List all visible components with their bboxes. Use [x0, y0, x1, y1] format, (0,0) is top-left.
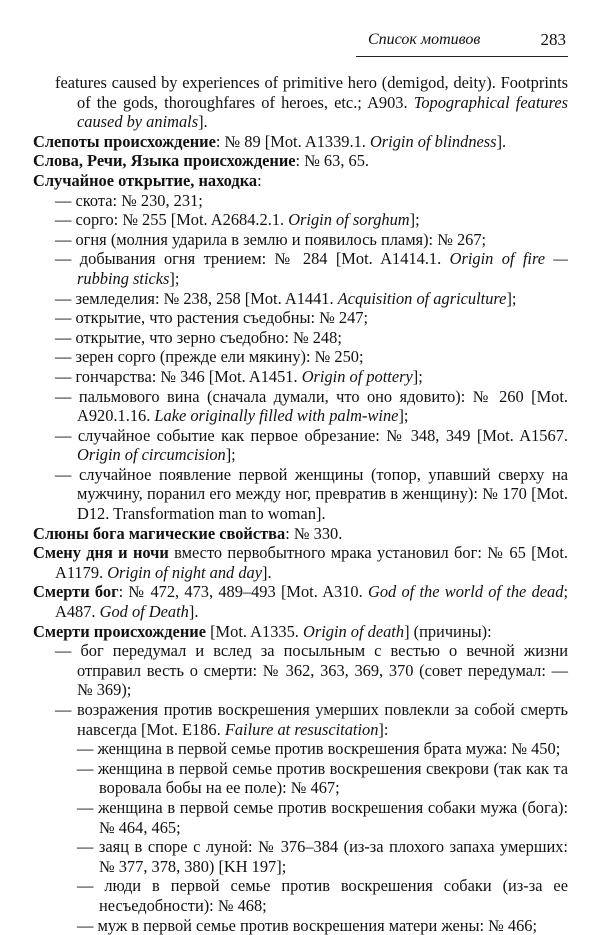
entry-heading: Случайное открытие, находка — [33, 170, 258, 190]
page-number: 283 — [540, 30, 566, 49]
sub-entry: — добывания огня трением: № 284 [Mot. A1414.1. Origin of fire — rubbing sticks]; — [55, 249, 568, 288]
index-entry: Смерти бог: № 472, 473, 489–493 [Mot. A310. God of the world of the dead; A487. God of Death]. — [33, 582, 569, 622]
index-entry: Смену дня и ночи вместо первобытного мрака установил бог: № 65 [Mot. A1179. Origin of night and day]. — [33, 543, 568, 582]
entry-heading: Смерти происхождение — [33, 621, 206, 641]
index-entry: Случайное открытие, находка: — [33, 170, 262, 190]
sub-entry: — случайное появление первой женщины (топор, упавший сверху на мужчину, поранил его между ног, превратив в женщину): № 170 [Mot. D12. Transformation man to woman]. — [55, 464, 568, 524]
index-entry: Смерти происхождение [Mot. A1335. Origin of death] (причины): — [33, 621, 492, 641]
entry-heading: Смерти бог — [33, 582, 119, 602]
index-entry: Слова, Речи, Языка происхождение: № 63, 65. — [33, 151, 370, 171]
sub-entry: — возражения против воскрешения умерших повлекли за собой смерть навсегда [Mot. E186. Failure at resuscitation]: — [55, 700, 568, 739]
sub-entry: — пальмового вина (сначала думали, что оно ядовито): № 260 [Mot. A920.1.16. Lake originally filled with palm-wine]; — [55, 386, 568, 426]
entry-heading: Слепоты происхождение — [33, 131, 216, 151]
sub-entry: — земледелия: № 238, 258 [Mot. A1441. Acquisition of agriculture]; — [55, 288, 517, 308]
sub-sub-entry: — женщина в первой семье против воскрешения брата мужа: № 450; — [77, 739, 561, 759]
sub-entry: — скота: № 230, 231; — [55, 190, 203, 210]
sub-sub-entry: — женщина в первой семье против воскрешения свекрови (так как та воровала бобы на ее поле): № 467; — [77, 758, 568, 798]
sub-entry: — зерен сорго (прежде ели мякину): № 250; — [55, 347, 364, 367]
sub-entry: — случайное событие как первое обрезание: № 348, 349 [Mot. A1567. Origin of circumcision]; — [55, 425, 568, 465]
entry-heading: Слюны бога магические свойства — [33, 523, 286, 543]
sub-entry: — гончарства: № 346 [Mot. A1451. Origin of pottery]; — [55, 366, 423, 386]
sub-sub-entry: — муж в первой семье против воскрешения матери жены: № 466; — [77, 915, 538, 935]
sub-sub-entry: — женщина в первой семье против воскрешения собаки мужа (бога): № 464, 465; — [77, 797, 568, 837]
sub-sub-entry: — люди в первой семье против воскрешения собаки (из-за ее несъедобности): № 468; — [77, 876, 568, 915]
running-header — [356, 30, 568, 57]
sub-entry: — открытие, что зерно съедобно: № 248; — [55, 327, 342, 347]
sub-entry: — бог передумал и вслед за посыльным с вестью о вечной жизни отправил весть о смерти: № 362, 363, 369, 370 (совет передумал: — № 369); — [55, 641, 568, 700]
index-entry-continuation: features caused by experiences of primitive hero (demigod, deity). Footprints of the gods, thoroughfares of heroes, etc.; A903. Topographical features caused by animals]. — [55, 73, 568, 132]
index-entry: Слюны бога магические свойства: № 330. — [33, 523, 343, 543]
running-title: Список мотивов — [368, 31, 481, 48]
entry-heading: Слова, Речи, Языка происхождение — [33, 151, 296, 171]
sub-entry: — открытие, что растения съедобны: № 247; — [55, 308, 369, 328]
entry-heading: Смену дня и ночи — [33, 543, 169, 563]
sub-entry: — сорго: № 255 [Mot. A2684.2.1. Origin of sorghum]; — [55, 210, 420, 230]
index-content — [33, 73, 568, 935]
index-entry: Слепоты происхождение: № 89 [Mot. A1339.1. Origin of blindness]. — [33, 131, 507, 151]
sub-entry: — огня (молния ударила в землю и появилось пламя): № 267; — [55, 229, 487, 249]
sub-sub-entry: — заяц в споре с луной: № 376–384 (из-за плохого запаха умерших: № 377, 378, 380) [KH 197]; — [77, 837, 568, 876]
